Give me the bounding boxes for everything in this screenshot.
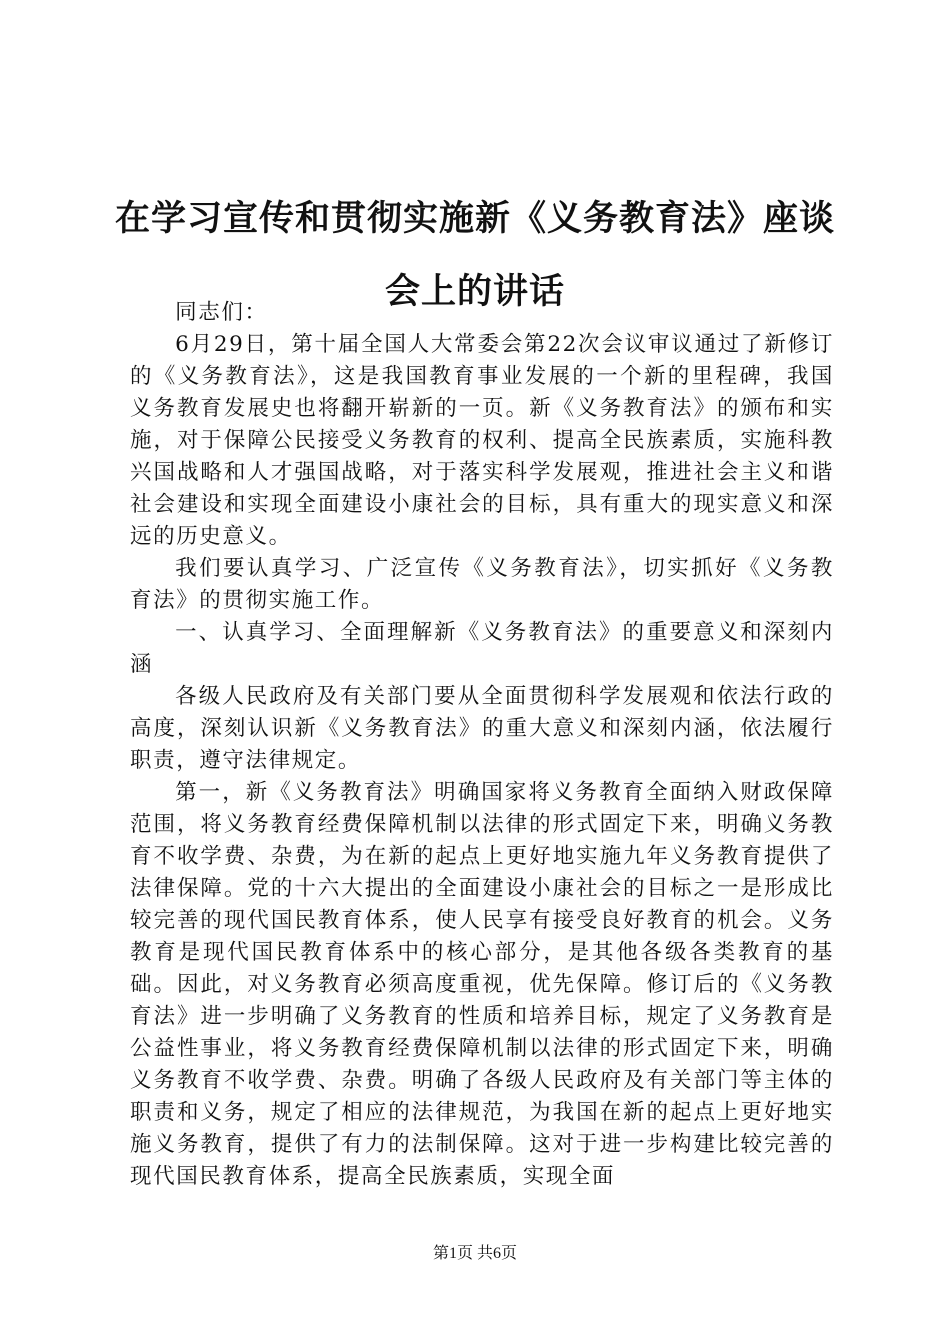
paragraph-3: 各级人民政府及有关部门要从全面贯彻科学发展观和依法行政的高度，深刻认识新《义务教育法》的重大意义和深刻内涵，依法履行职责，遵守法律规定。 [130,684,834,773]
paragraph-2: 我们要认真学习、广泛宣传《义务教育法》，切实抓好《义务教育法》的贯彻实施工作。 [130,556,834,613]
salutation: 同志们： [175,300,268,325]
paragraph-1: 6月29日，第十届全国人大常委会第22次会议审议通过了新修订的《义务教育法》，这是我国教育事业发展的一个新的里程碑，我国义务教育发展史也将翻开崭新的一页。新《义务教育法》的颁布和实施，对于保障公民接受义务教育的权利、提高全民族素质，实施科教兴国战略和人才强国战略，对于落实科学发展观，推进社会主义和谐社会建设和实现全面建设小康社会的目标，具有重大的现实意义和深远的历史意义。 [130,332,834,549]
paragraph-4: 第一，新《义务教育法》明确国家将义务教育全面纳入财政保障范围，将义务教育经费保障机制以法律的形式固定下来，明确义务教育不收学费、杂费，为在新的起点上更好地实施九年义务教育提供了法律保障。党的十六大提出的全面建设小康社会的目标之一是形成比较完善的现代国民教育体系，使人民享有接受良好教育的机会。义务教育是现代国民教育体系中的核心部分，是其他各级各类教育的基础。因此，对义务教育必须高度重视，优先保障。修订后的《义务教育法》进一步明确了义务教育的性质和培养目标，规定了义务教育是公益性事业，将义务教育经费保障机制以法律的形式固定下来，明确义务教育不收学费、杂费。明确了各级人民政府及有关部门等主体的职责和义务，规定了相应的法律规范，为我国在新的起点上更好地实施义务教育，提供了有力的法制保障。这对于进一步构建比较完善的现代国民教育体系，提高全民族素质，实现全面 [130,780,834,1189]
title-line-1: 在学习宣传和贯彻实施新《义务教育法》座谈 [114,198,835,239]
section-heading-1: 一、认真学习、全面理解新《义务教育法》的重要意义和深刻内涵 [130,620,834,677]
page-number: 第1页 共6页 [432,1245,517,1262]
document-body [130,297,834,1193]
title-line-2: 会上的讲话 [384,271,565,312]
page-footer [0,1242,950,1266]
